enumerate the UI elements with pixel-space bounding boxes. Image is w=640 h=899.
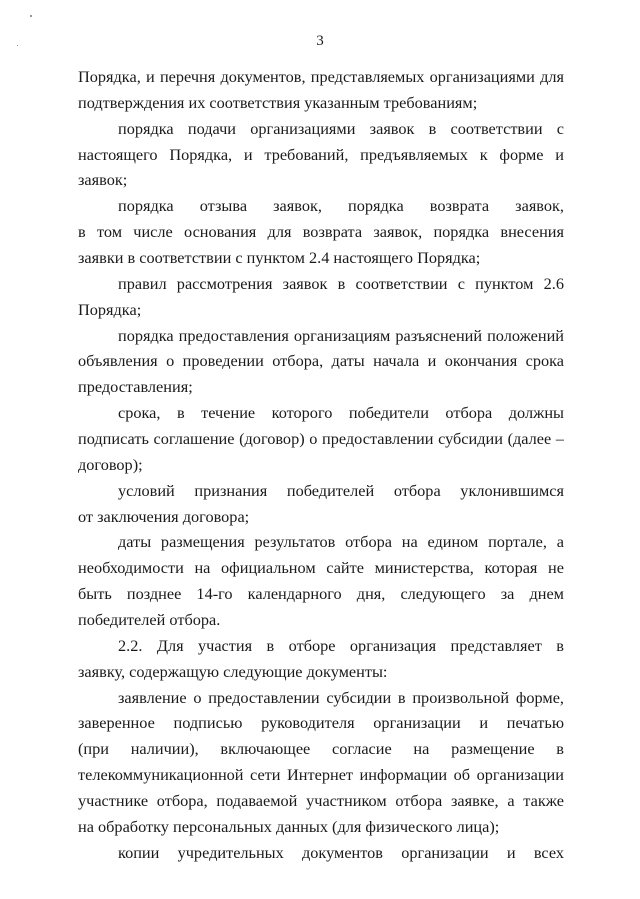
text-line: Порядка, и перечня документов, представляемых организациями для bbox=[78, 67, 564, 86]
text-line: быть позднее 14-го календарного дня, следующего за днем bbox=[78, 584, 564, 604]
paragraph bbox=[78, 633, 564, 685]
paragraph bbox=[78, 400, 564, 478]
text-line: заявку, содержащую следующие документы: bbox=[78, 661, 388, 681]
paragraph bbox=[78, 323, 564, 401]
text-line: Порядка; bbox=[78, 299, 142, 319]
text-line: объявления о проведении отбора, даты начала и окончания срока bbox=[78, 351, 564, 371]
paragraph bbox=[78, 529, 564, 632]
paragraph bbox=[78, 271, 564, 323]
text-line: срока, в течение которого победители отбора должны bbox=[118, 403, 564, 423]
text-line: (при наличии), включающее согласие на размещение в bbox=[78, 739, 564, 759]
text-line: правил рассмотрения заявок в соответствии с пунктом 2.6 bbox=[118, 273, 564, 293]
paragraph bbox=[78, 193, 564, 271]
text-line: на обработку персональных данных (для физического лица); bbox=[78, 816, 500, 836]
text-line: копии учредительных документов организации и всех bbox=[118, 842, 564, 862]
text-line: телекоммуникационной сети Интернет информации об организации bbox=[78, 765, 564, 785]
text-line: заявление о предоставлении субсидии в произвольной форме, bbox=[118, 687, 564, 707]
text-line: договор); bbox=[78, 454, 143, 474]
text-line: заверенное подписью руководителя организации и печатью bbox=[78, 713, 564, 733]
paragraph bbox=[78, 116, 564, 194]
text-line: подтверждения их соответствия указанным требованиям; bbox=[78, 92, 478, 112]
text-line: порядка отзыва заявок, порядка возврата заявок, bbox=[118, 196, 564, 216]
paragraph bbox=[78, 64, 564, 116]
text-line: подписать соглашение (договор) о предоставлении субсидии (далее – bbox=[78, 429, 564, 449]
scan-speck bbox=[17, 45, 18, 46]
text-line: настоящего Порядка, и требований, предъявляемых к форме и bbox=[78, 144, 564, 164]
document-body bbox=[78, 64, 564, 866]
paragraph bbox=[78, 478, 564, 530]
text-line: победителей отбора. bbox=[78, 610, 221, 630]
scan-speck bbox=[30, 15, 32, 17]
text-line: в том числе основания для возврата заявок, порядка внесения bbox=[78, 222, 564, 242]
text-line: заявок; bbox=[78, 170, 128, 190]
text-line: от заключения договора; bbox=[78, 506, 250, 526]
text-line: необходимости на официальном сайте министерства, которая не bbox=[78, 558, 564, 578]
text-line: участнике отбора, подаваемой участником отбора заявке, а также bbox=[78, 791, 564, 811]
text-line: порядка подачи организациями заявок в соответствии с bbox=[118, 118, 564, 138]
page-number: 3 bbox=[316, 33, 324, 49]
text-line: 2.2. Для участия в отборе организация представляет в bbox=[118, 635, 564, 655]
text-line: даты размещения результатов отбора на едином портале, а bbox=[118, 532, 564, 552]
text-line: порядка предоставления организациям разъяснений положений bbox=[118, 325, 564, 345]
text-line: заявки в соответствии с пунктом 2.4 настоящего Порядка; bbox=[78, 248, 481, 268]
text-line: предоставления; bbox=[78, 377, 193, 397]
text-line: условий признания победителей отбора уклонившимся bbox=[118, 480, 564, 500]
paragraph bbox=[78, 685, 564, 840]
paragraph bbox=[78, 840, 564, 866]
